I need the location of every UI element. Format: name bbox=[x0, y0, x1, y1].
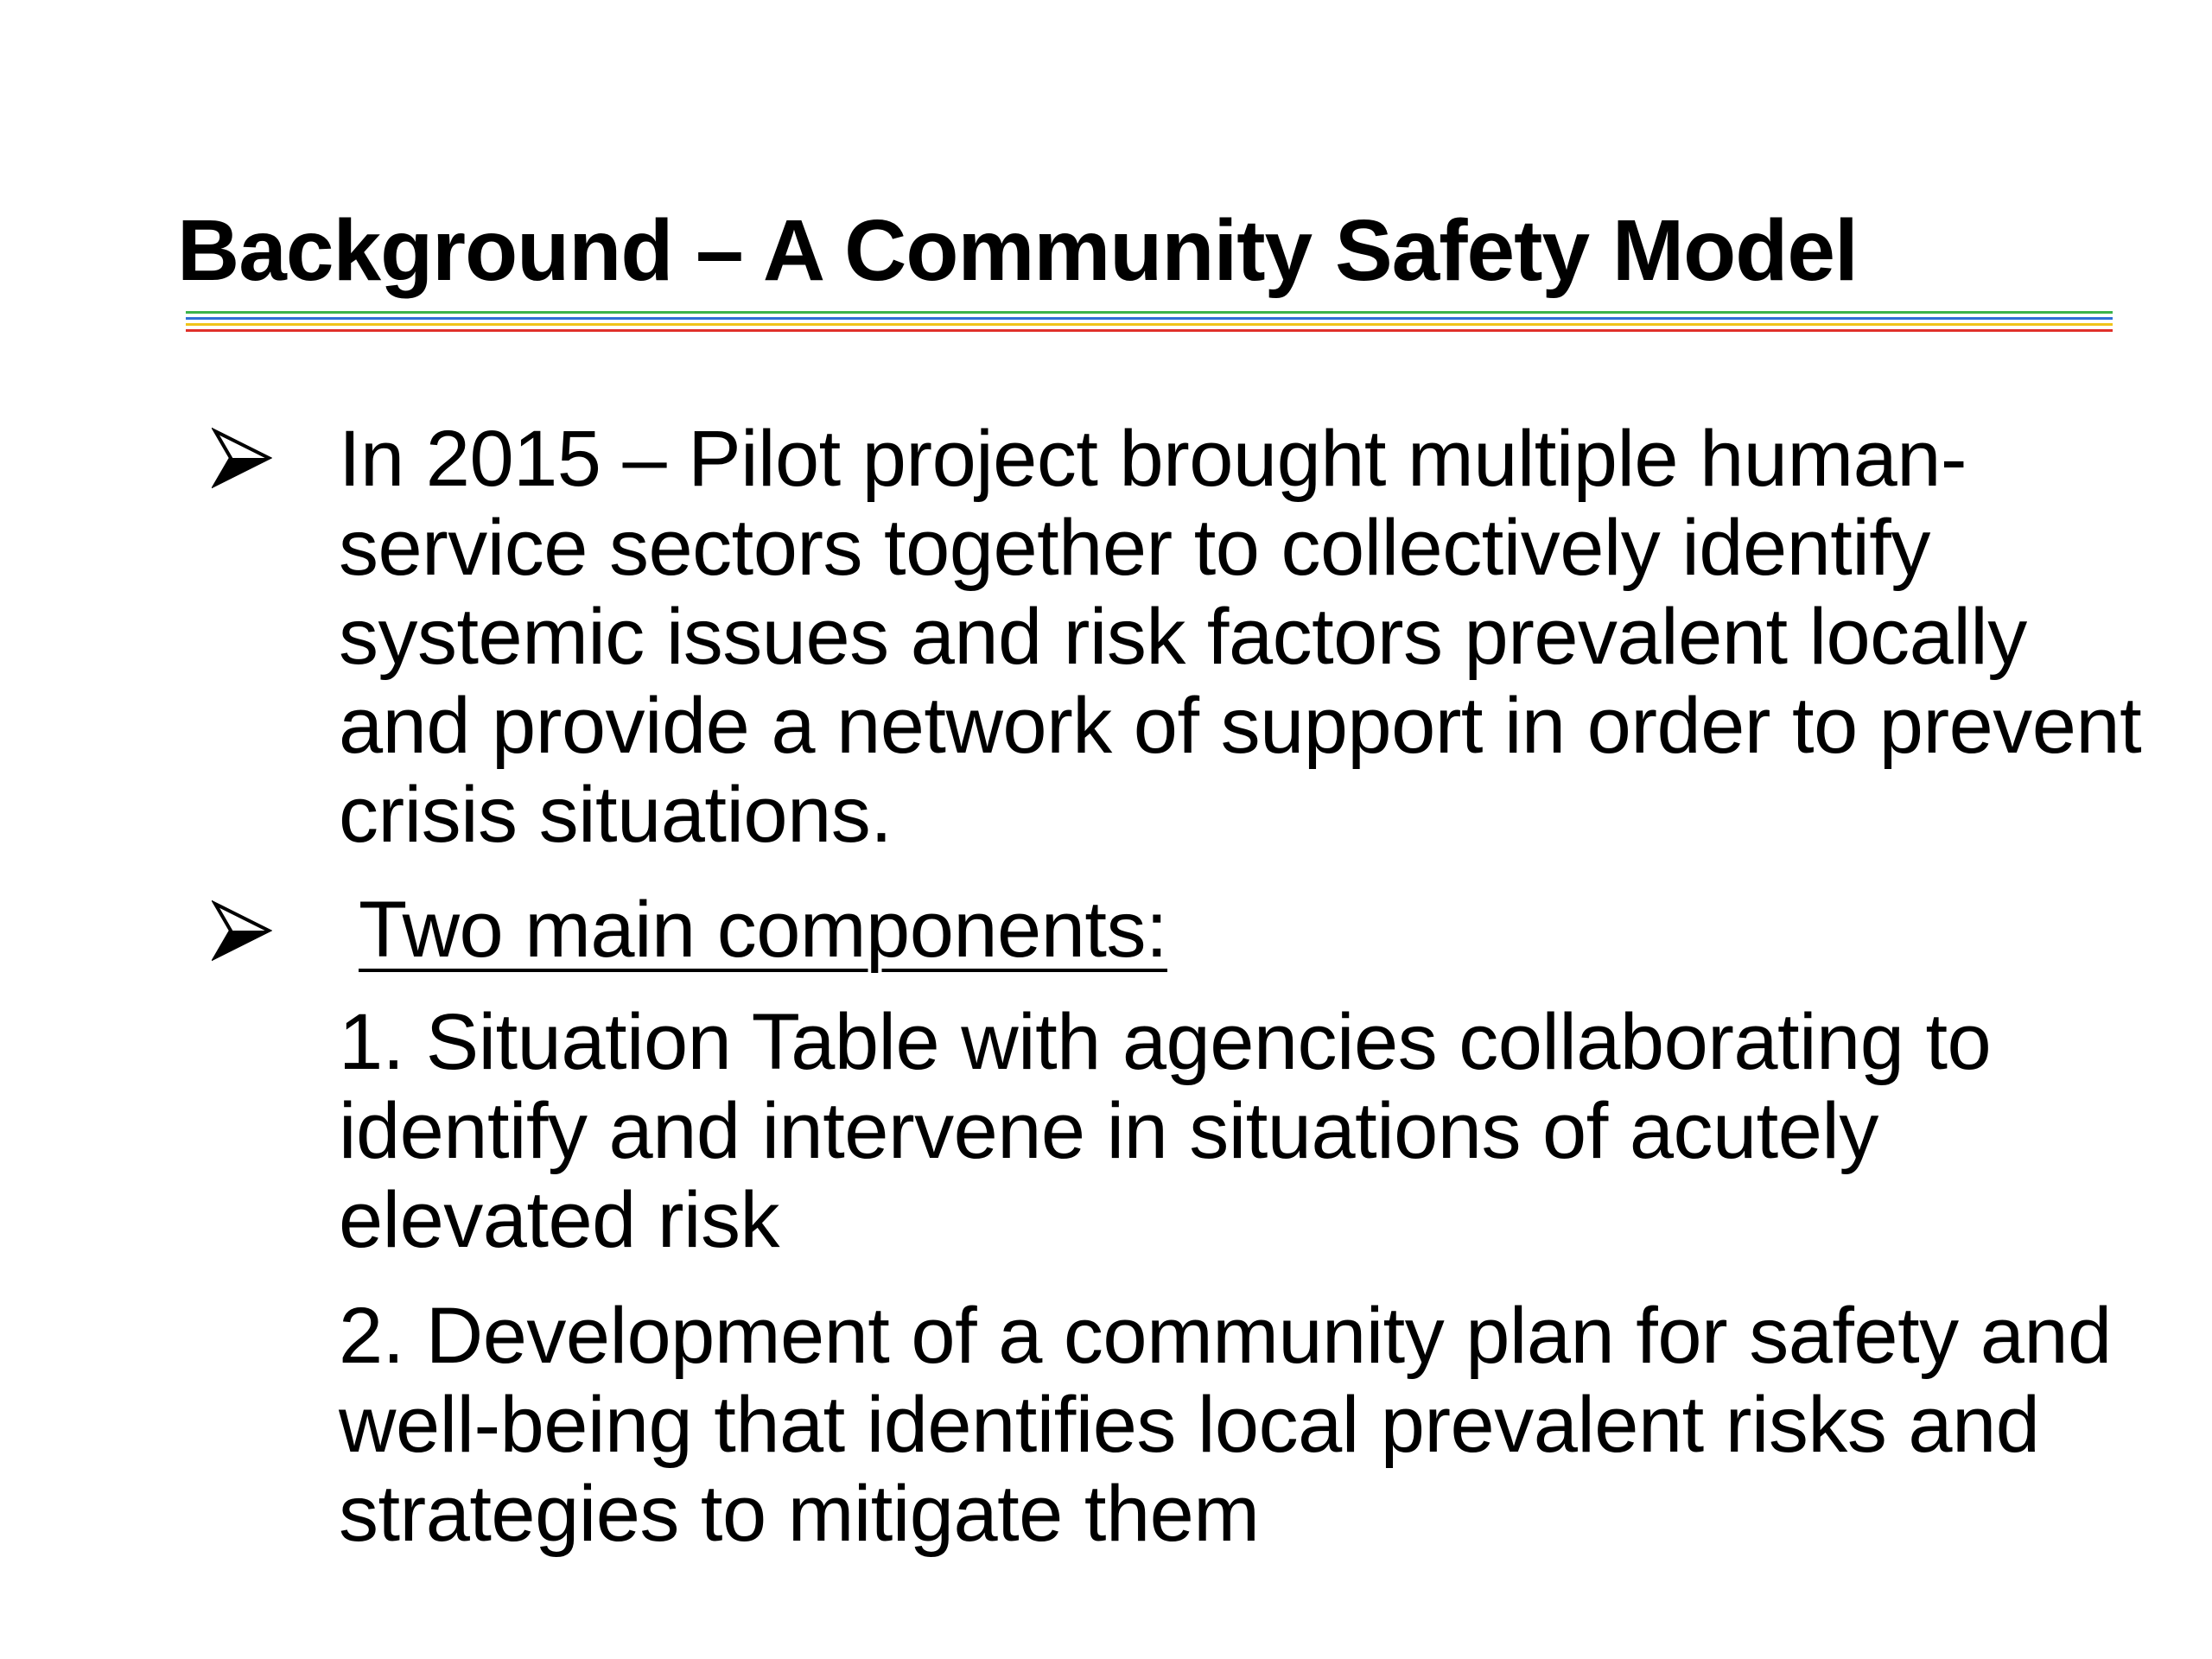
bullet-item-pilot-project: In 2015 – Pilot project brought multiple human-service sectors together to collectively identify systemic issues and risk factors prevalent locally and provide a network of support in order to prevent crisis situations. bbox=[339, 415, 2142, 859]
divider-line-red bbox=[186, 329, 2113, 332]
arrow-bullet-icon bbox=[212, 899, 272, 963]
component-situation-table: 1. Situation Table with agencies collaborating to identify and intervene in situations of acutely elevated risk bbox=[339, 998, 1992, 1264]
divider-line-green bbox=[186, 311, 2113, 314]
arrow-bullet-icon bbox=[212, 426, 272, 490]
title-divider bbox=[186, 311, 2113, 338]
component-community-plan: 2. Development of a community plan for safety and well-being that identifies local prevalent risks and strategies to mitigate them bbox=[339, 1292, 2112, 1558]
bullet-item-components-heading: Two main components: bbox=[359, 886, 1168, 974]
divider-line-blue bbox=[186, 317, 2113, 320]
slide-title: Background – A Community Safety Model bbox=[177, 202, 1858, 299]
divider-line-yellow bbox=[186, 323, 2113, 326]
